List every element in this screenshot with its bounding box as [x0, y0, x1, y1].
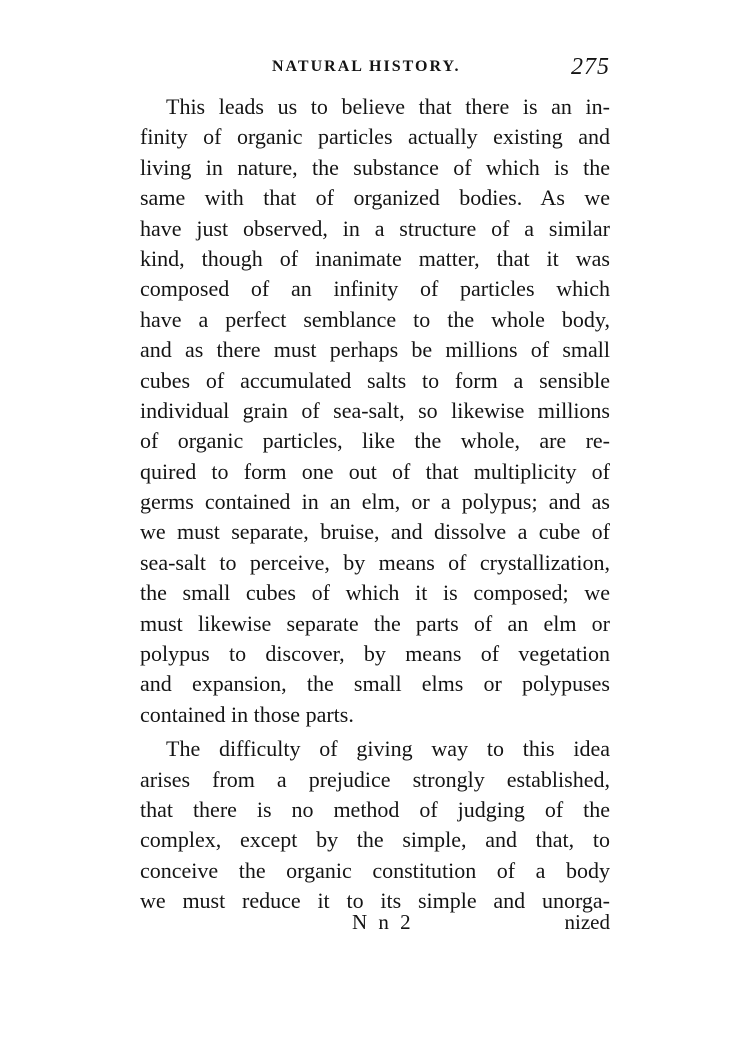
text-line: we must reduce it to its simple and unorga- — [140, 888, 610, 914]
text-line: contained in those parts. — [140, 701, 354, 727]
text-line: the small cubes of which it is composed; we — [140, 580, 610, 606]
text-line: This leads us to believe that there is an in- — [166, 94, 610, 119]
paragraph-2 — [140, 734, 610, 916]
text-line: conceive the organic constitution of a body — [140, 857, 610, 883]
text-line: arises from a prejudice strongly established, — [140, 766, 610, 792]
text-line: cubes of accumulated salts to form a sensible — [140, 367, 610, 393]
text-line: have a perfect semblance to the whole body, — [140, 306, 610, 332]
text-line: individual grain of sea-salt, so likewise millions — [140, 397, 610, 423]
text-line: and expansion, the small elms or polypuses — [140, 671, 610, 697]
text-line: composed of an infinity of particles which — [140, 276, 610, 302]
text-line: finity of organic particles actually existing and — [140, 124, 610, 150]
text-line: of organic particles, like the whole, are re- — [140, 428, 610, 454]
text-line: complex, except by the simple, and that, to — [140, 827, 610, 853]
running-head — [140, 54, 610, 84]
text-line: have just observed, in a structure of a similar — [140, 215, 610, 241]
text-line: polypus to discover, by means of vegetation — [140, 641, 610, 667]
signature-mark: N n 2 — [352, 910, 414, 934]
text-line: we must separate, bruise, and dissolve a cube of — [140, 519, 610, 545]
page-number: 275 — [571, 54, 610, 80]
page-footer — [140, 910, 610, 940]
text-line: sea-salt to perceive, by means of crystallization, — [140, 549, 610, 575]
catchword: nized — [564, 910, 610, 934]
text-line: quired to form one out of that multiplicity of — [140, 458, 610, 484]
text-line: and as there must perhaps be millions of small — [140, 337, 610, 363]
text-line: germs contained in an elm, or a polypus; and as — [140, 489, 610, 515]
body-text — [140, 92, 610, 917]
text-line: same with that of organized bodies. As we — [140, 185, 610, 211]
text-line: must likewise separate the parts of an elm or — [140, 610, 610, 636]
running-title: NATURAL HISTORY. — [272, 58, 461, 75]
paragraph-1 — [140, 92, 610, 730]
text-line: that there is no method of judging of the — [140, 796, 610, 822]
text-line: kind, though of inanimate matter, that it was — [140, 245, 610, 271]
text-line: living in nature, the substance of which is the — [140, 154, 610, 180]
text-line: The difficulty of giving way to this idea — [166, 736, 610, 762]
